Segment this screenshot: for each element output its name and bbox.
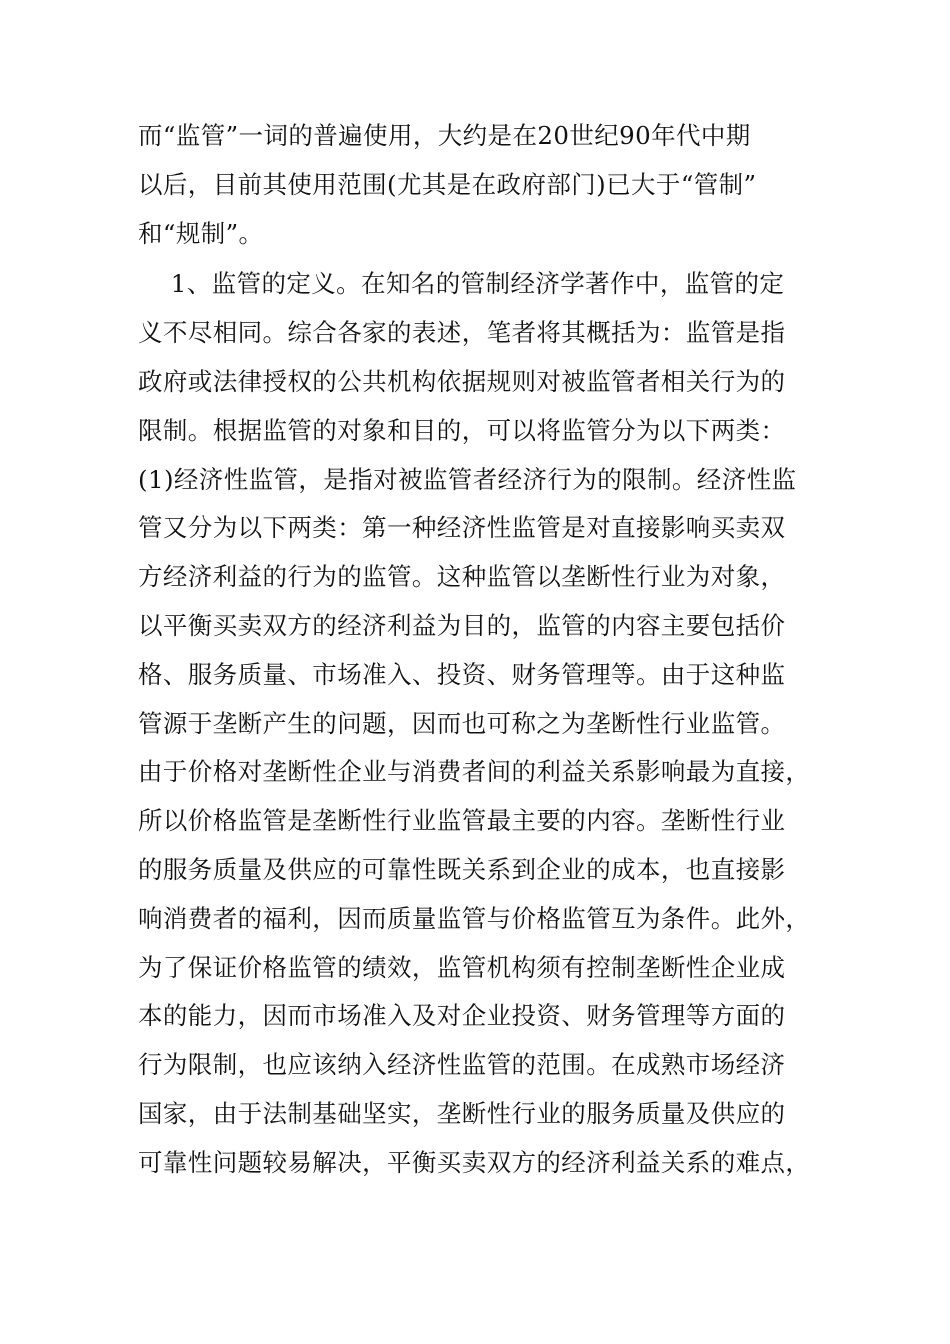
text-line-5: 义不尽相同。综合各家的表述，笔者将其概括为：监管是指 (138, 318, 786, 348)
text-line-13: 管源于垄断产生的问题，因而也可称之为垄断性行业监管。 (138, 708, 786, 738)
text-line-12: 格、服务质量、市场准入、投资、财务管理等。由于这种监 (138, 659, 786, 689)
text-line-18: 为了保证价格监管的绩效，监管机构须有控制垄断性企业成 (138, 952, 786, 982)
text-line-2: 以后，目前其使用范围(尤其是在政府部门)已大于“管制” (138, 169, 757, 199)
text-line-10: 方经济利益的行为的监管。这种监管以垄断性行业为对象， (138, 562, 786, 592)
text-line-21: 国家，由于法制基础坚实，垄断性行业的服务质量及供应的 (138, 1098, 786, 1128)
text-line-22: 可靠性问题较易解决，平衡买卖双方的经济利益关系的难点， (138, 1147, 811, 1177)
text-line-3: 和“规制”。 (138, 218, 264, 248)
text-line-20: 行为限制，也应该纳入经济性监管的范围。在成熟市场经济 (138, 1050, 786, 1080)
text-line-15: 所以价格监管是垄断性行业监管最主要的内容。垄断性行业 (138, 806, 786, 836)
text-line-1: 而“监管”一词的普遍使用，大约是在20世纪90年代中期 (138, 121, 751, 150)
document-body (138, 112, 828, 1188)
text-line-9: 管又分为以下两类：第一种经济性监管是对直接影响买卖双 (138, 513, 786, 543)
text-line-16: 的服务质量及供应的可靠性既关系到企业的成本，也直接影 (138, 854, 786, 884)
text-line-6: 政府或法律授权的公共机构依据规则对被监管者相关行为的 (138, 366, 786, 396)
text-line-8: (1)经济性监管，是指对被监管者经济行为的限制。经济性监 (138, 464, 797, 494)
text-line-14: 由于价格对垄断性企业与消费者间的利益关系影响最为直接， (138, 757, 811, 787)
text-line-4: 1、监管的定义。在知名的管制经济学著作中，监管的定 (138, 269, 785, 299)
text-line-17: 响消费者的福利，因而质量监管与价格监管互为条件。此外， (138, 903, 811, 933)
text-line-19: 本的能力，因而市场准入及对企业投资、财务管理等方面的 (138, 1001, 786, 1031)
text-line-11: 以平衡买卖双方的经济利益为目的，监管的内容主要包括价 (138, 610, 786, 640)
text-line-7: 限制。根据监管的对象和目的，可以将监管分为以下两类： (138, 415, 786, 445)
